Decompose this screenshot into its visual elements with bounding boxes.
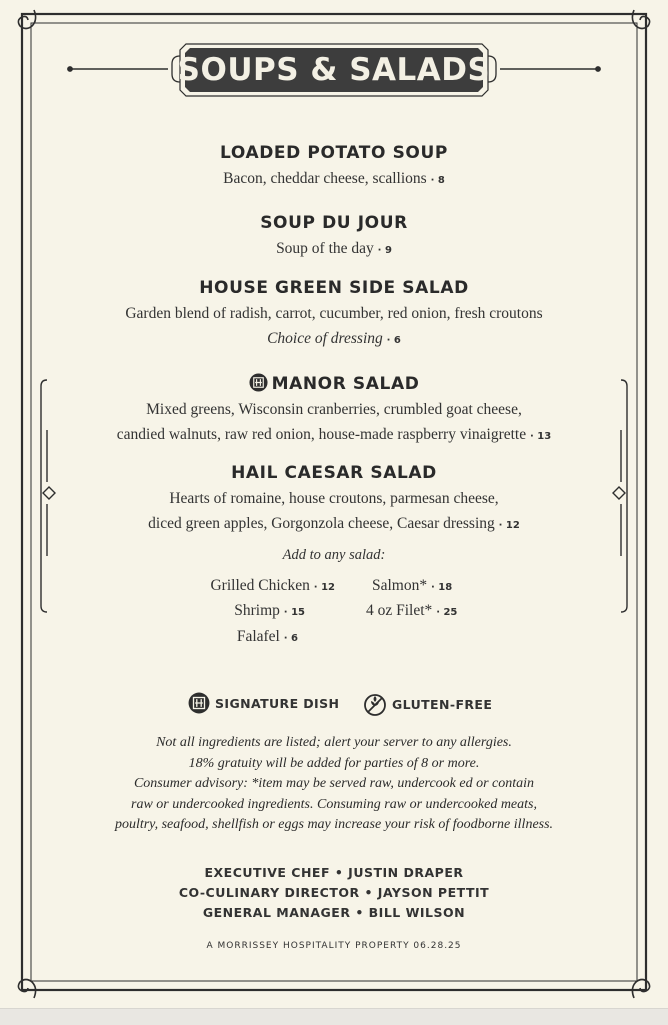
legend-gluten-free-label: GLUTEN-FREE bbox=[392, 697, 493, 712]
item-name-manor-salad bbox=[0, 373, 668, 394]
addons-heading: Add to any salad: bbox=[282, 547, 386, 563]
item-desc bbox=[0, 515, 668, 533]
legend-signature bbox=[188, 692, 339, 714]
bottom-scroll-area bbox=[0, 1008, 668, 1025]
item-name-loaded-potato-soup: LOADED POTATO SOUP bbox=[220, 143, 448, 163]
disclaimer-line: Not all ingredients are listed; alert your server to any allergies. bbox=[156, 735, 512, 750]
item-price: · 13 bbox=[529, 431, 552, 442]
item-desc bbox=[0, 170, 668, 188]
item-desc-text: Mixed greens, Wisconsin cranberries, crumbled goat cheese, bbox=[146, 401, 522, 418]
signature-dish-icon bbox=[249, 373, 268, 392]
addon-item bbox=[234, 602, 305, 620]
staff-line: GENERAL MANAGER • BILL WILSON bbox=[202, 905, 466, 920]
addon-item bbox=[210, 577, 335, 595]
item-desc bbox=[0, 401, 668, 419]
addon-price: · 12 bbox=[313, 582, 335, 593]
item-price: · 6 bbox=[386, 335, 401, 346]
addon-price: · 6 bbox=[283, 633, 298, 644]
addon-item bbox=[372, 577, 452, 595]
legend-gluten-free bbox=[362, 692, 492, 716]
addon-item bbox=[366, 602, 457, 620]
item-desc-text: Garden blend of radish, carrot, cucumber, red onion, fresh croutons bbox=[125, 305, 543, 322]
item-desc-text: Bacon, cheddar cheese, scallions bbox=[223, 170, 427, 187]
item-desc bbox=[0, 330, 668, 348]
disclaimer-line: poultry, seafood, shellfish or eggs may increase your risk of foodborne illness. bbox=[114, 817, 554, 832]
addon-item bbox=[237, 628, 298, 646]
addon-price: · 25 bbox=[436, 607, 458, 618]
addon-price: · 18 bbox=[431, 582, 453, 593]
item-price: · 9 bbox=[377, 245, 392, 256]
staff-credits bbox=[0, 863, 668, 923]
disclaimer-line: raw or undercooked ingredients. Consuming raw or undercooked meats, bbox=[131, 796, 537, 812]
addon-name: Shrimp bbox=[234, 602, 280, 619]
item-desc-text: Hearts of romaine, house croutons, parmesan cheese, bbox=[169, 490, 499, 507]
item-price: · 8 bbox=[430, 175, 445, 186]
item-desc bbox=[0, 490, 668, 508]
page-title bbox=[0, 48, 668, 92]
item-desc-text: Soup of the day bbox=[276, 240, 374, 257]
item-name-hail-caesar-salad: HAIL CAESAR SALAD bbox=[231, 463, 437, 483]
item-desc-text: Choice of dressing bbox=[267, 330, 383, 347]
item-desc-text: diced green apples, Gorgonzola cheese, Caesar dressing bbox=[148, 515, 495, 532]
addon-name: Salmon* bbox=[372, 577, 428, 594]
item-name-text: MANOR SALAD bbox=[271, 374, 420, 394]
disclaimer-line: Consumer advisory: *item may be served raw, undercook ed or contain bbox=[133, 776, 535, 791]
item-name-house-green-side-salad: HOUSE GREEN SIDE SALAD bbox=[199, 278, 469, 298]
addon-price: · 15 bbox=[283, 607, 305, 618]
staff-line: EXECUTIVE CHEF • JUSTIN DRAPER bbox=[204, 865, 464, 880]
addon-name: Falafel bbox=[236, 628, 280, 645]
footer-text: A MORRISSEY HOSPITALITY PROPERTY 06.28.25 bbox=[206, 941, 462, 951]
addon-name: Grilled Chicken bbox=[210, 577, 310, 594]
item-desc-text: candied walnuts, raw red onion, house-made raspberry vinaigrette bbox=[116, 426, 527, 443]
signature-dish-icon bbox=[188, 692, 210, 714]
legend-signature-label: SIGNATURE DISH bbox=[215, 696, 340, 711]
addon-name: 4 oz Filet* bbox=[366, 602, 433, 619]
item-name-soup-du-jour: SOUP DU JOUR bbox=[260, 213, 408, 233]
disclaimer-line: 18% gratuity will be added for parties of 8 or more. bbox=[188, 755, 480, 771]
item-desc bbox=[0, 240, 668, 258]
item-price: · 12 bbox=[498, 520, 520, 531]
staff-line: CO-CULINARY DIRECTOR • JAYSON PETTIT bbox=[178, 885, 490, 900]
gluten-free-icon bbox=[362, 692, 388, 716]
item-desc bbox=[0, 305, 668, 323]
disclaimer bbox=[0, 733, 668, 836]
page-title-text: SOUPS & SALADS bbox=[177, 52, 491, 88]
item-desc bbox=[0, 426, 668, 444]
